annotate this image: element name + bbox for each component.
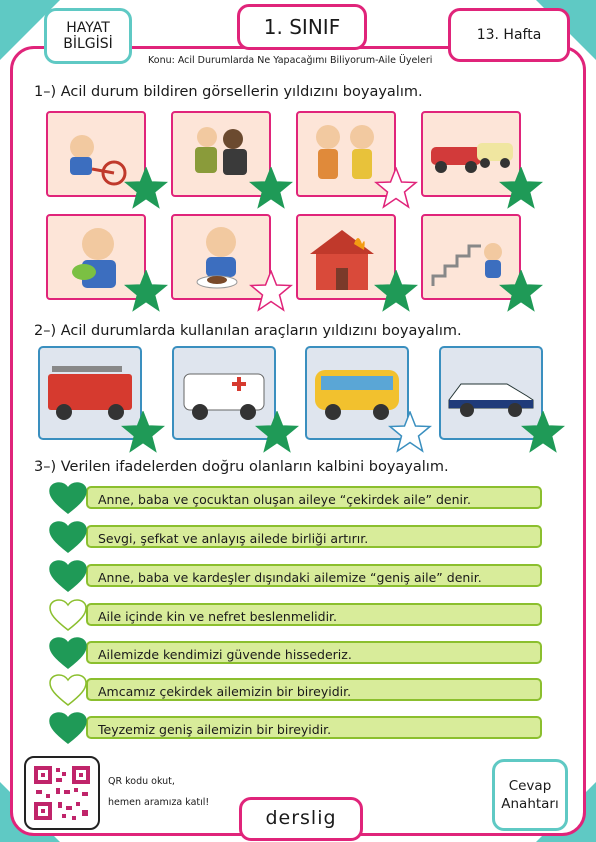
section3-title: 3–) Verilen ifadelerden doğru olanların kalbini boyayalım. [34,459,449,475]
star-outline-icon[interactable] [388,411,432,453]
answer-key-line1: Cevap [508,778,552,794]
heart-icon[interactable] [48,481,88,515]
star-icon[interactable] [121,411,165,453]
week-label: 13. Hafta [476,27,542,43]
qr-caption-line2: hemen aramıza katıl! [108,797,210,808]
section1-title: 1–) Acil durum bildiren görsellerin yıldızını boyayalım. [34,84,423,100]
qr-code-icon [26,758,98,828]
heart-outline-icon[interactable] [48,673,88,707]
star-icon[interactable] [124,270,168,312]
heart-icon[interactable] [48,559,88,593]
star-outline-icon[interactable] [374,167,418,209]
star-icon[interactable] [499,270,543,312]
statement-1: Anne, baba ve çocuktan oluşan aileye “çekirdek aile” denir. [86,486,542,509]
qr-caption-line1: QR kodu okut, [108,776,175,787]
statement-3: Anne, baba ve kardeşler dışındaki ailemize “geniş aile” denir. [86,564,542,587]
star-icon[interactable] [255,411,299,453]
statement-7: Teyzemiz geniş ailemizin bir bireyidir. [86,716,542,739]
topic-line: Konu: Acil Durumlarda Ne Yapacağımı Biliyorum-Aile Üyeleri [148,55,433,66]
heart-icon[interactable] [48,711,88,745]
subject-box [44,8,132,64]
statement-6: Amcamız çekirdek ailemizin bir bireyidir. [86,678,542,701]
star-icon[interactable] [249,167,293,209]
star-icon[interactable] [521,411,565,453]
statement-4: Aile içinde kin ve nefret beslenmelidir. [86,603,542,626]
star-icon[interactable] [499,167,543,209]
star-outline-icon[interactable] [249,270,293,312]
answer-key-box[interactable] [492,759,568,831]
grade-box [237,4,367,50]
section2-title: 2–) Acil durumlarda kullanılan araçların yıldızını boyayalım. [34,323,462,339]
statement-2: Sevgi, şefkat ve anlayış ailede birliği artırır. [86,525,542,548]
subject-line2: BİLGİSİ [63,36,113,52]
brand-logo: derslig [239,797,363,841]
subject-line1: HAYAT [66,20,110,36]
star-icon[interactable] [374,270,418,312]
heart-icon[interactable] [48,636,88,670]
star-icon[interactable] [124,167,168,209]
week-box [448,8,570,62]
heart-outline-icon[interactable] [48,598,88,632]
grade-label: 1. SINIF [263,15,341,39]
answer-key-line2: Anahtarı [501,796,559,812]
qr-code[interactable] [24,756,100,830]
statement-5: Ailemizde kendimizi güvende hissederiz. [86,641,542,664]
heart-icon[interactable] [48,520,88,554]
